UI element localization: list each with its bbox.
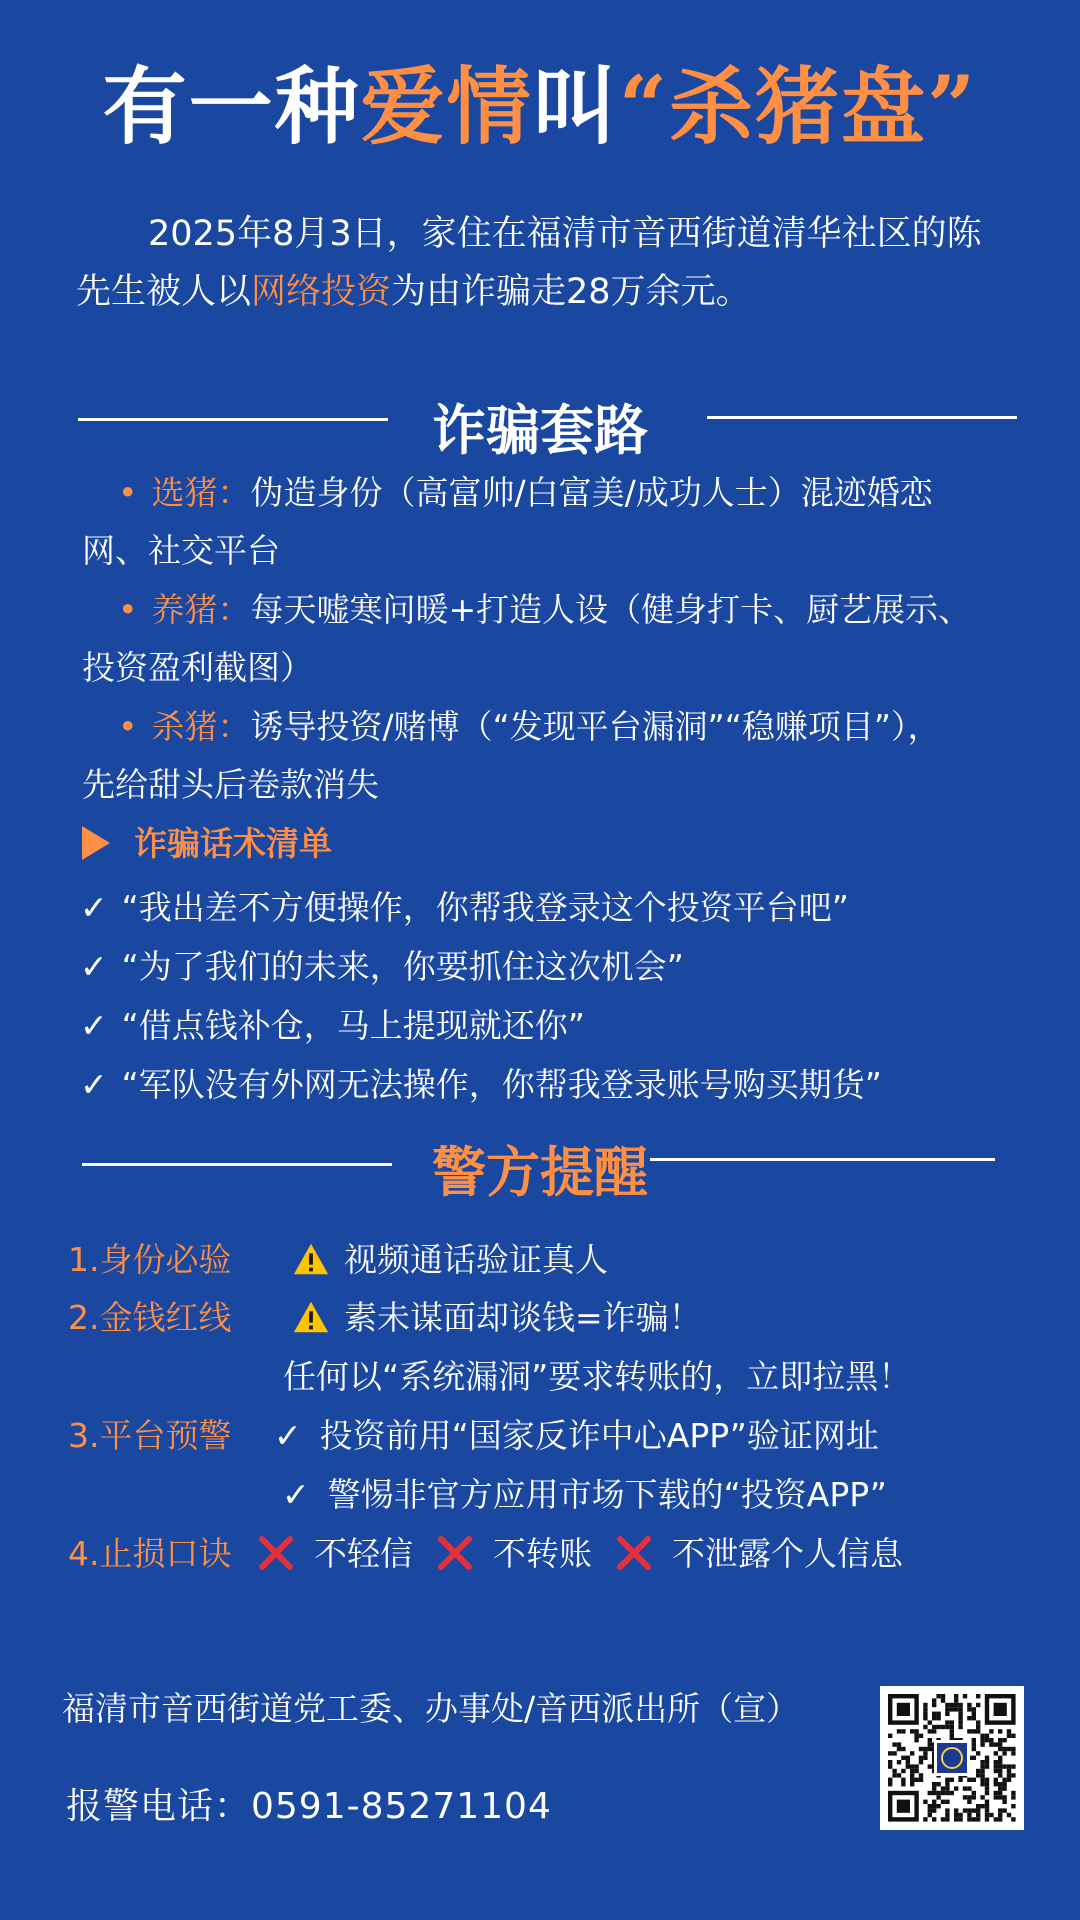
check-icon: ✓ [274,1416,302,1455]
qr-code[interactable] [880,1686,1024,1830]
tip-text [274,1414,879,1458]
title-part3: 叫 [532,57,619,156]
title-part4: “杀猪盘” [618,57,978,156]
script-item-text: “借点钱补仓，马上提现就还你” [121,1006,585,1045]
check-icon: ✓ [80,888,108,927]
stop-loss-list [258,1532,903,1576]
tip-text-content: 投资前用“国家反诈中心APP”验证网址 [319,1416,879,1455]
tip-text-content: 素未谋面却谈钱=诈骗！ [344,1298,702,1337]
intro-line2a: 先生被人以 [76,272,252,312]
warning-icon [292,1241,330,1277]
script-list-title: 诈骗话术清单 [134,824,332,863]
section1-divider-left [78,418,388,421]
bullet-dot: • [118,473,138,512]
stop-loss-item: 不泄露个人信息 [672,1534,903,1573]
qr-code-image [880,1686,1024,1830]
check-icon: ✓ [80,947,108,986]
script-item [80,1000,585,1047]
check-icon: ✓ [282,1475,310,1514]
stop-loss-item: 不转账 [493,1534,592,1573]
stop-loss-item: 不轻信 [314,1534,413,1573]
step-text-cont: 先给甜头后卷款消失 [82,765,379,804]
script-list-heading [82,818,332,865]
step-item [82,581,1002,697]
check-icon: ✓ [80,1006,108,1045]
bullet-dot: • [118,707,138,746]
intro-line2c: 为由诈骗走28万余元。 [391,272,751,312]
play-triangle-icon [82,826,110,860]
intro-line1: 2025年8月3日，家住在福清市音西街道清华社区的陈 [148,214,982,254]
tip-text-content: 视频通话验证真人 [344,1240,608,1279]
tip-label: 2.金钱红线 [68,1298,232,1337]
footer-organization: 福清市音西街道党工委、办事处/音西派出所（宣） [62,1689,800,1728]
tip-label: 3.平台预警 [68,1416,232,1455]
script-item-text: “为了我们的未来，你要抓住这次机会” [121,947,684,986]
step-text-cont: 投资盈利截图） [82,648,313,687]
title-part2: 爱情 [360,57,533,156]
tip-text [282,1473,887,1517]
script-item [80,1059,882,1106]
intro-paragraph [78,205,1018,321]
bullet-dot: • [118,590,138,629]
section1-divider-right [707,416,1017,419]
intro-highlight: 网络投资 [251,272,392,312]
step-item [82,698,1002,814]
tip-label: 4.止损口诀 [68,1534,232,1573]
section2-divider-left [82,1163,392,1166]
step-text: 每天嘘寒问暖+打造人设（健身打卡、厨艺展示、 [250,590,972,629]
footer-phone: 报警电话：0591-85271104 [66,1786,552,1827]
tip-text-content: 警惕非官方应用市场下载的“投资APP” [327,1475,887,1514]
step-label: 杀猪： [151,707,251,746]
section2-divider-right [650,1158,995,1161]
step-item [82,464,1002,580]
step-text: 诱导投资/赌博（“发现平台漏洞”“稳赚项目”）， [250,707,941,746]
script-item [80,882,849,929]
script-item-text: “军队没有外网无法操作，你帮我登录账号购买期货” [121,1065,882,1104]
warning-icon [292,1299,330,1335]
tip-text [292,1296,702,1340]
script-item [80,941,684,988]
cross-icon [437,1535,473,1571]
step-label: 选猪： [151,473,251,512]
section1-heading: 诈骗套路 [432,398,648,462]
tip-label: 1.身份必验 [68,1240,232,1279]
step-text-cont: 网、社交平台 [82,531,280,570]
cross-icon [258,1535,294,1571]
section2-heading: 警方提醒 [432,1140,648,1204]
script-item-text: “我出差不方便操作，你帮我登录这个投资平台吧” [121,888,849,927]
cross-icon [616,1535,652,1571]
check-icon: ✓ [80,1065,108,1104]
step-label: 养猪： [151,590,251,629]
title-part1: 有一种 [102,57,361,156]
page-title [0,40,1080,161]
tip-text [292,1238,608,1282]
step-text: 伪造身份（高富帅/白富美/成功人士）混迹婚恋 [250,473,933,512]
tip-text-content: 任何以“系统漏洞”要求转账的，立即拉黑！ [283,1357,912,1396]
